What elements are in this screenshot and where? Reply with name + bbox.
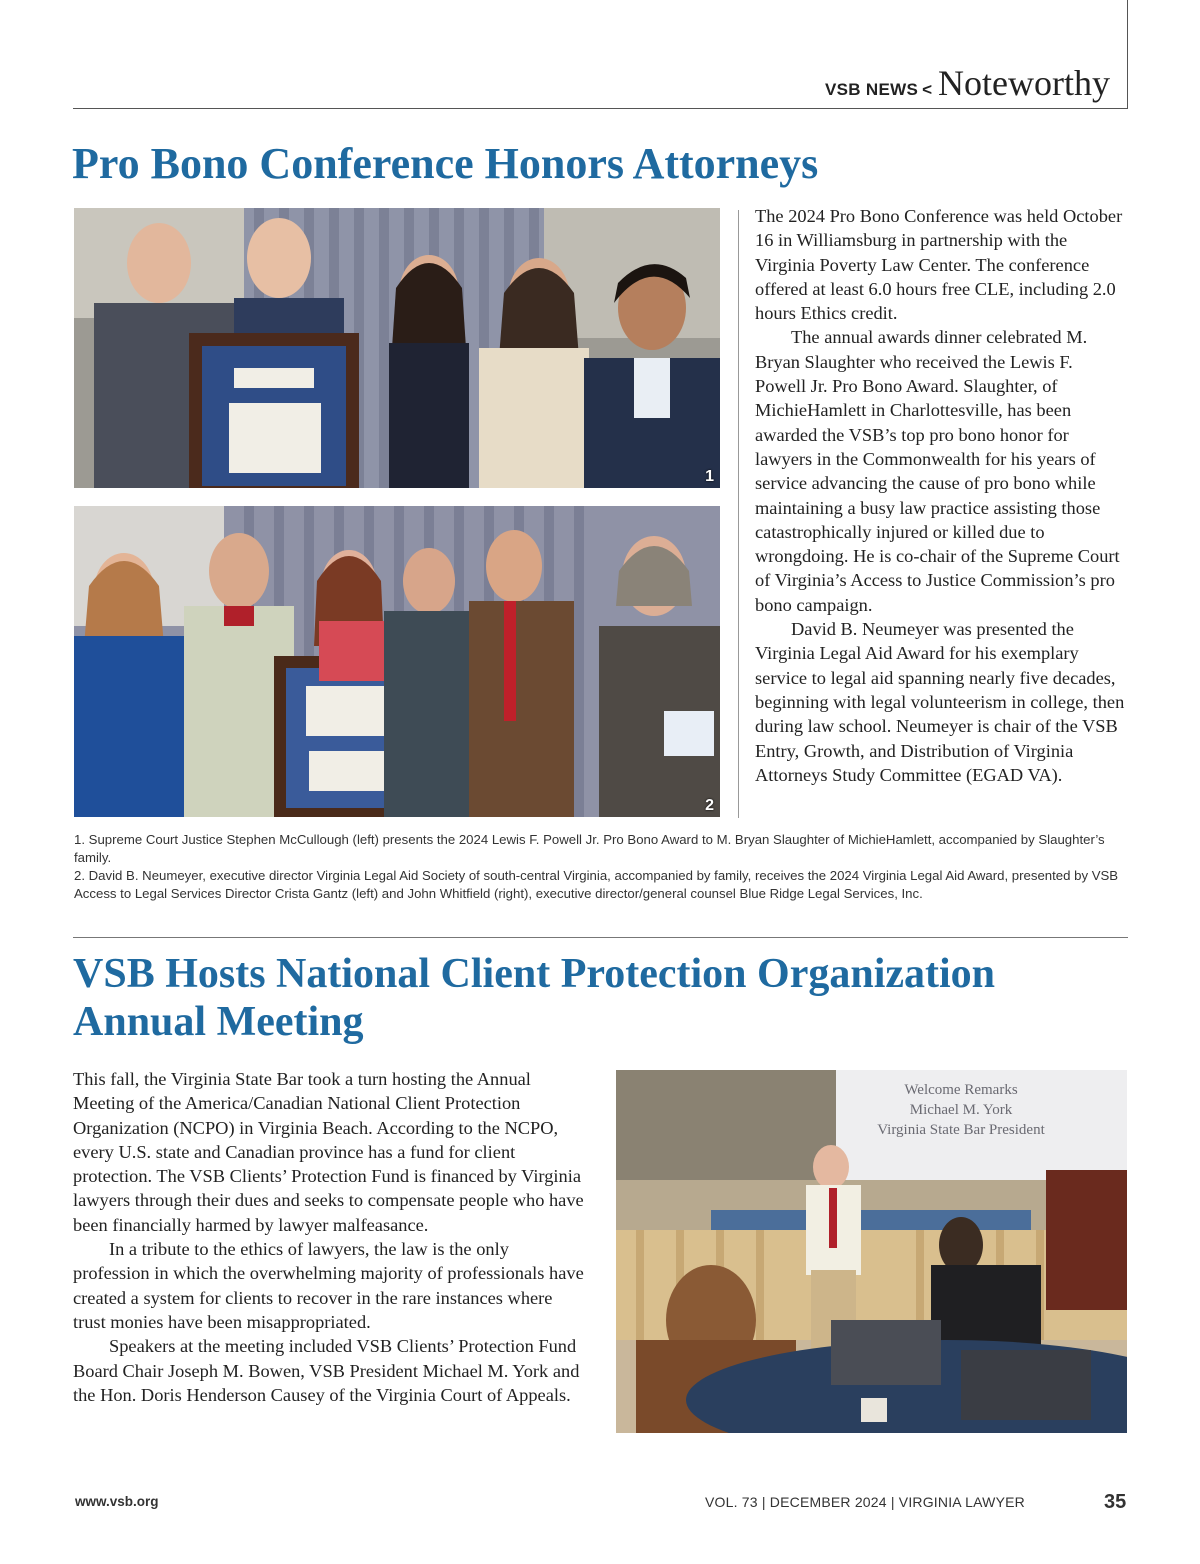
slide-line-1: Welcome Remarks — [904, 1082, 1018, 1098]
section-label: VSB NEWS — [825, 80, 919, 99]
caption-1: 1. Supreme Court Justice Stephen McCullough (left) presents the 2024 Lewis F. Powell Jr. Pro Bono Award to M. Bryan Slaughter of MichieHamlett, accompanied by Slaughter’s family. — [74, 832, 1105, 865]
award-photo-1 — [74, 208, 720, 488]
running-head — [825, 62, 1110, 104]
award-photo-2 — [74, 506, 720, 817]
header-vertical-rule — [1127, 0, 1128, 108]
page-number: 35 — [1104, 1491, 1127, 1513]
article1-paragraph-2: The annual awards dinner celebrated M. Bryan Slaughter who received the Lewis F. Powell Jr. Pro Bono Award. Slaughter, of MichieHamlett in Charlottesville, has been awarded the VSB’s top pro bono honor for lawyers in the Commonwealth for his years of service advancing the cause of pro bono while maintaining a busy law practice assisting those catastrophically injured or killed due to wrongdoing. He is co-chair of the Supreme Court of Virginia’s Access to Justice Commission’s pro bono campaign. — [755, 327, 1120, 615]
photo-number-2: 2 — [705, 797, 714, 814]
department-label: Noteworthy — [938, 63, 1110, 103]
article2-paragraph-2: In a tribute to the ethics of lawyers, the law is the only profession in which the overwhelming majority of professionals have created a system for clients to recover in the rare instances where trust monies have been misappropriated. — [73, 1239, 584, 1332]
article1-paragraph-3: David B. Neumeyer was presented the Virginia Legal Aid Award for his exemplary service to legal aid spanning nearly five decades, beginning with legal volunteerism in college, then during law school. Neumeyer is chair of the VSB Entry, Growth, and Distribution of Virginia Attorneys Study Committee (EGAD VA). — [755, 619, 1125, 785]
section-divider — [73, 937, 1128, 938]
article1-headline: Pro Bono Conference Honors Attorneys — [72, 139, 819, 188]
meeting-photo — [616, 1070, 1127, 1433]
slide-line-3: Virginia State Bar President — [877, 1122, 1045, 1138]
header-rule — [73, 108, 1128, 109]
section-separator: < — [922, 80, 933, 99]
article2-paragraph-1: This fall, the Virginia State Bar took a turn hosting the Annual Meeting of the America/Canadian National Client Protection Organization (NCPO) in Virginia Beach. According to the NCPO, every U.S. state and Canadian province has a fund for client protection. The VSB Clients’ Protection Fund is financed by Virginia lawyers through their dues and seeks to compensate people who have been financially harmed by lawyer malfeasance. — [73, 1069, 584, 1235]
article2-body — [73, 1067, 589, 1407]
photo-captions — [74, 831, 1128, 903]
slide-line-2: Michael M. York — [909, 1102, 1013, 1118]
footer-issue: VOL. 73 | DECEMBER 2024 | VIRGINIA LAWYER — [705, 1494, 1025, 1510]
article2-paragraph-3: Speakers at the meeting included VSB Clients’ Protection Fund Board Chair Joseph M. Bowen, VSB President Michael M. York and the Hon. Doris Henderson Causey of the Virginia Court of Appeals. — [73, 1336, 580, 1405]
article1-paragraph-1: The 2024 Pro Bono Conference was held October 16 in Williamsburg in partnership with the Virginia Poverty Law Center. The conference offered at least 6.0 hours free CLE, including 2.0 hours Ethics credit. — [755, 206, 1123, 324]
column-rule — [738, 210, 739, 818]
article1-body — [755, 204, 1127, 787]
caption-2: 2. David B. Neumeyer, executive director Virginia Legal Aid Society of south-central Virginia, accompanied by family, receives the 2024 Virginia Legal Aid Award, presented by VSB Access to Legal Services Director Crista Gantz (left) and John Whitfield (right), executive director/general counsel Blue Ridge Legal Services, Inc. — [74, 868, 1119, 901]
photo-number-1: 1 — [705, 468, 714, 485]
article2-headline: VSB Hosts National Client Protection Organization Annual Meeting — [73, 951, 996, 1045]
footer-url: www.vsb.org — [75, 1494, 159, 1509]
